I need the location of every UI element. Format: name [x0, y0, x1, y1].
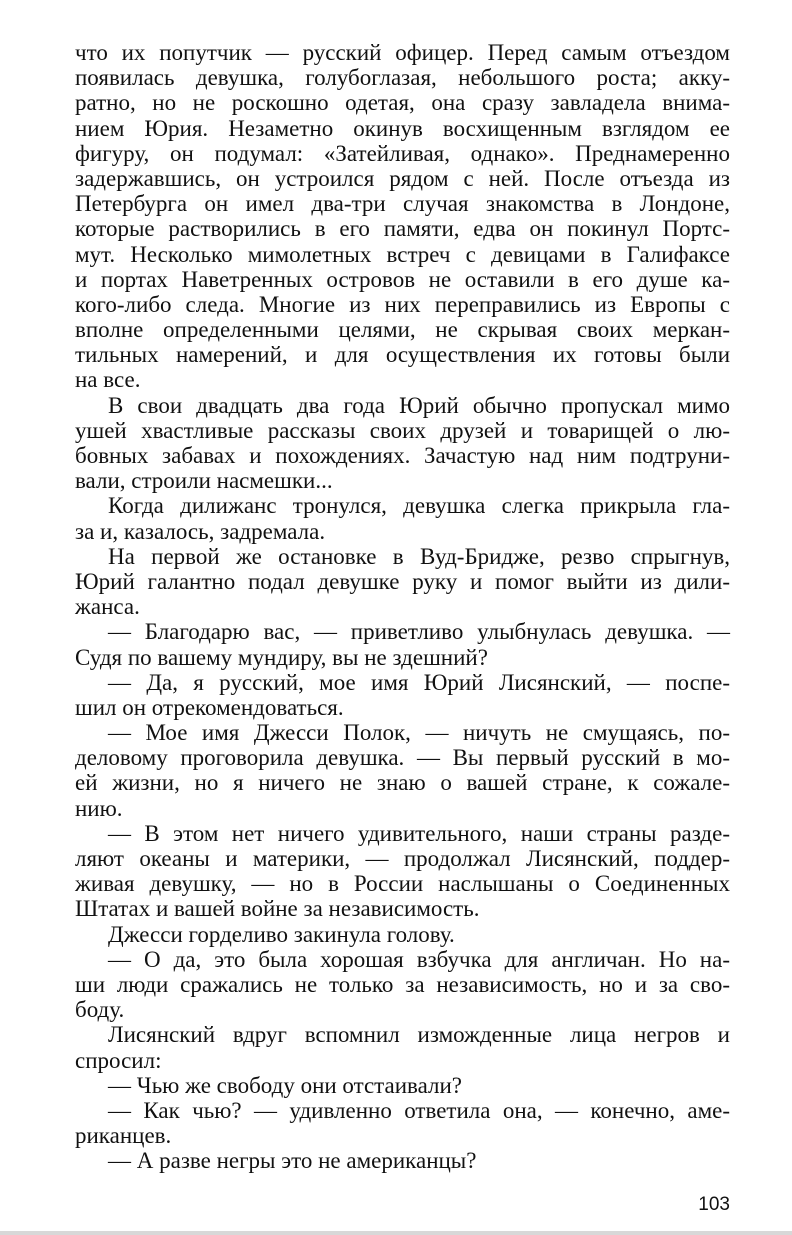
- text-line: Лисянский вдруг вспомнил изможденные лица негров и: [108, 1022, 730, 1048]
- paragraph: [75, 493, 730, 543]
- paragraph: [75, 670, 730, 720]
- page-bottom-edge: [0, 1231, 792, 1235]
- text-line: живая девушку, — но в России наслышаны о Соединенных: [75, 871, 730, 897]
- text-line: шил он отрекомендоваться.: [75, 694, 344, 720]
- text-line: и портах Наветренных островов не оставили в его душе ка-: [75, 266, 730, 292]
- text-line: На первой же остановке в Вуд-Бридже, резво спрыгнув,: [108, 543, 730, 569]
- paragraph: [75, 720, 730, 821]
- text-line: ушей хвастливые рассказы своих друзей и товарищей о лю-: [75, 417, 730, 443]
- text-line: ратно, но не роскошно одетая, она сразу завладела внима-: [75, 90, 730, 116]
- text-line: деловому проговорила девушка. — Вы первый русский в мо-: [75, 745, 730, 771]
- text-line: риканцев.: [75, 1123, 172, 1149]
- text-line: ляют океаны и материки, — продолжал Лисянский, поддер-: [75, 846, 730, 871]
- paragraph: [75, 619, 730, 669]
- text-line: В свои двадцать два года Юрий обычно пропускал мимо: [108, 392, 730, 418]
- text-line: Судя по вашему мундиру, вы не здешний?: [75, 644, 488, 670]
- text-line: — Да, я русский, мое имя Юрий Лисянский, — поспе-: [108, 669, 730, 695]
- paragraph: [75, 544, 730, 620]
- text-line: — В этом нет ничего удивительного, наши страны разде-: [108, 820, 730, 846]
- text-line: — О да, это была хорошая взбучка для англичан. Но на-: [108, 946, 730, 972]
- paragraph: [75, 1098, 730, 1148]
- page-body-text: [75, 40, 730, 1173]
- paragraph: [75, 393, 730, 494]
- text-line: Юрий галантно подал девушке руку и помог выйти из дили-: [75, 568, 730, 594]
- text-line: — Как чью? — удивленно ответила она, — конечно, аме-: [108, 1097, 730, 1123]
- page-number: 103: [698, 1194, 730, 1215]
- text-line: вали, строили насмешки...: [75, 468, 333, 494]
- text-line: — А разве негры это не американцы?: [108, 1148, 477, 1174]
- text-line: на все.: [75, 367, 141, 393]
- text-line: — Чью же свободу они отстаивали?: [108, 1072, 462, 1098]
- text-line: — Благодарю вас, — приветливо улыбнулась девушка. —: [108, 619, 730, 645]
- paragraph: [75, 947, 730, 1023]
- text-line: нием Юрия. Незаметно окинув восхищенным взглядом ее: [75, 115, 730, 141]
- text-line: ши люди сражались не только за независимость, но и за сво-: [75, 971, 730, 997]
- paragraph: [75, 922, 730, 947]
- text-line: появилась девушка, голубоглазая, небольшого роста; акку-: [75, 65, 730, 91]
- text-line: Когда дилижанс тронулся, девушка слегка прикрыла гла-: [108, 493, 730, 519]
- text-line: нию.: [75, 795, 123, 821]
- text-line: кого-либо следа. Многие из них переправились из Европы с: [75, 291, 730, 317]
- text-line: Петербурга он имел два-три случая знакомства в Лондоне,: [75, 191, 730, 217]
- text-line: ей жизни, но я ничего не знаю о вашей стране, к сожале-: [75, 770, 730, 796]
- paragraph: [75, 40, 730, 393]
- text-line: бовных забавах и похождениях. Зачастую над ним подтруни-: [75, 443, 730, 468]
- text-line: фигуру, он подумал: «Затейливая, однако». Преднамеренно: [75, 140, 730, 166]
- paragraph: [75, 1073, 730, 1098]
- text-line: — Мое имя Джесси Полок, — ничуть не смущаясь, по-: [108, 720, 730, 746]
- text-line: спросил:: [75, 1047, 162, 1073]
- text-line: за и, казалось, задремала.: [75, 518, 326, 544]
- text-line: что их попутчик — русский офицер. Перед самым отъездом: [75, 40, 730, 65]
- text-line: задержавшись, он устроился рядом с ней. После отъезда из: [75, 165, 730, 191]
- text-line: жанса.: [75, 594, 140, 620]
- paragraph: [75, 821, 730, 922]
- text-line: Штатах и вашей войне за независимость.: [75, 896, 480, 922]
- text-line: Джесси горделиво закинула голову.: [108, 921, 455, 947]
- text-line: вполне определенными целями, не скрывая своих меркан-: [75, 317, 730, 343]
- paragraph: [75, 1022, 730, 1072]
- text-line: тильных намерений, и для осуществления их готовы были: [75, 342, 730, 368]
- text-line: мут. Несколько мимолетных встреч с девицами в Галифаксе: [75, 241, 730, 267]
- paragraph: [75, 1148, 730, 1173]
- text-line: которые растворились в его памяти, едва он покинул Портс-: [75, 216, 730, 242]
- text-line: боду.: [75, 997, 125, 1023]
